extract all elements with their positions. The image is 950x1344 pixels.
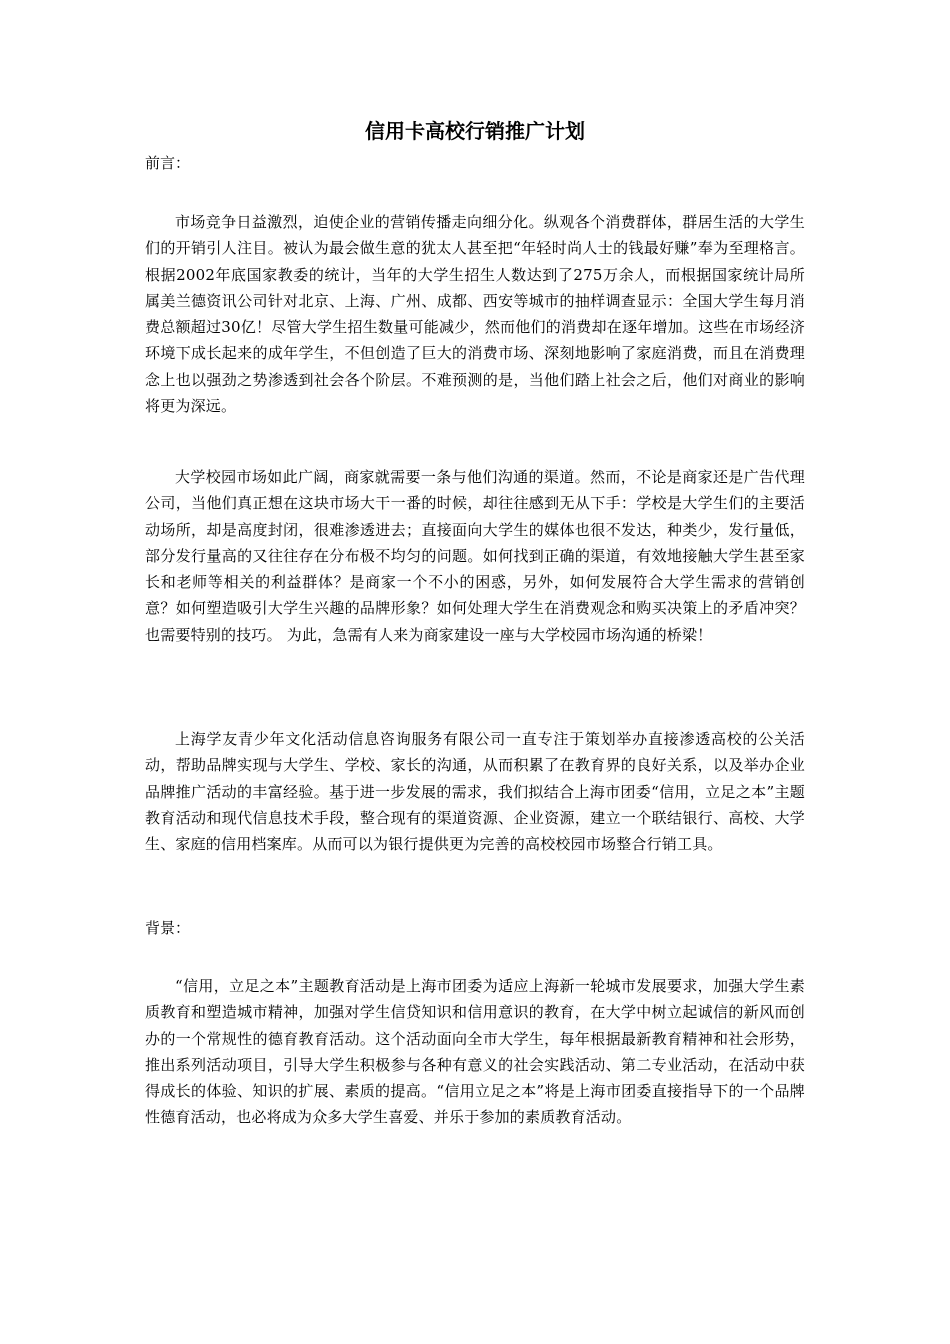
background-paragraph-1: “信用，立足之本”主题教育活动是上海市团委为适应上海新一轮城市发展要求，加强大学生素质教育和塑造城市精神，加强对学生信贷知识和信用意识的教育，在大学中树立起诚信的新风而创办的一个常规性的德育教育活动。这个活动面向全市大学生，每年根据最新教育精神和社会形势，推出系列活动项目，引导大学生积极参与各种有意义的社会实践活动、第二专业活动，在活动中获得成长的体验、知识的扩展、素质的提高。“信用立足之本”将是上海市团委直接指导下的一个品牌性德育活动，也必将成为众多大学生喜爱、并乐于参加的素质教育活动。 [145, 977, 805, 1127]
background-label: 背景： [145, 919, 191, 937]
preface-paragraph-1: 市场竞争日益激烈，迫使企业的营销传播走向细分化。纵观各个消费群体，群居生活的大学生们的开销引人注目。被认为最会做生意的犹太人甚至把“年轻时尚人士的钱最好赚”奉为至理格言。根据2002年底国家教委的统计，当年的大学生招生人数达到了275万余人，而根据国家统计局所属美兰德资讯公司针对北京、上海、广州、成都、西安等城市的抽样调查显示：全国大学生每月消费总额超过30亿！尽管大学生招生数量可能减少，然而他们的消费却在逐年增加。这些在市场经济环境下成长起来的成年学生，不但创造了巨大的消费市场、深刻地影响了家庭消费，而且在消费理念上也以强劲之势渗透到社会各个阶层。不难预测的是，当他们踏上社会之后，他们对商业的影响将更为深远。 [145, 213, 805, 416]
preface-label: 前言： [145, 154, 191, 172]
preface-paragraph-2: 大学校园市场如此广阔，商家就需要一条与他们沟通的渠道。然而，不论是商家还是广告代理公司，当他们真正想在这块市场大干一番的时候，却往往感到无从下手：学校是大学生们的主要活动场所，却是高度封闭，很难渗透进去；直接面向大学生的媒体也很不发达，种类少，发行量低，部分发行量高的又往往存在分布极不均匀的问题。如何找到正确的渠道，有效地接触大学生甚至家长和老师等相关的利益群体？是商家一个不小的困惑，另外，如何发展符合大学生需求的营销创意？如何塑造吸引大学生兴趣的品牌形象？如何处理大学生在消费观念和购买决策上的矛盾冲突？也需要特别的技巧。 为此，急需有人来为商家建设一座与大学校园市场沟通的桥梁！ [145, 468, 805, 644]
document-title: 信用卡高校行销推广计划 [365, 119, 585, 143]
preface-paragraph-3: 上海学友青少年文化活动信息咨询服务有限公司一直专注于策划举办直接渗透高校的公关活动，帮助品牌实现与大学生、学校、家长的沟通，从而积累了在教育界的良好关系，以及举办企业品牌推广活动的丰富经验。基于进一步发展的需求，我们拟结合上海市团委“信用，立足之本”主题教育活动和现代信息技术手段，整合现有的渠道资源、企业资源，建立一个联结银行、高校、大学生、家庭的信用档案库。从而可以为银行提供更为完善的高校校园市场整合行销工具。 [145, 730, 805, 854]
